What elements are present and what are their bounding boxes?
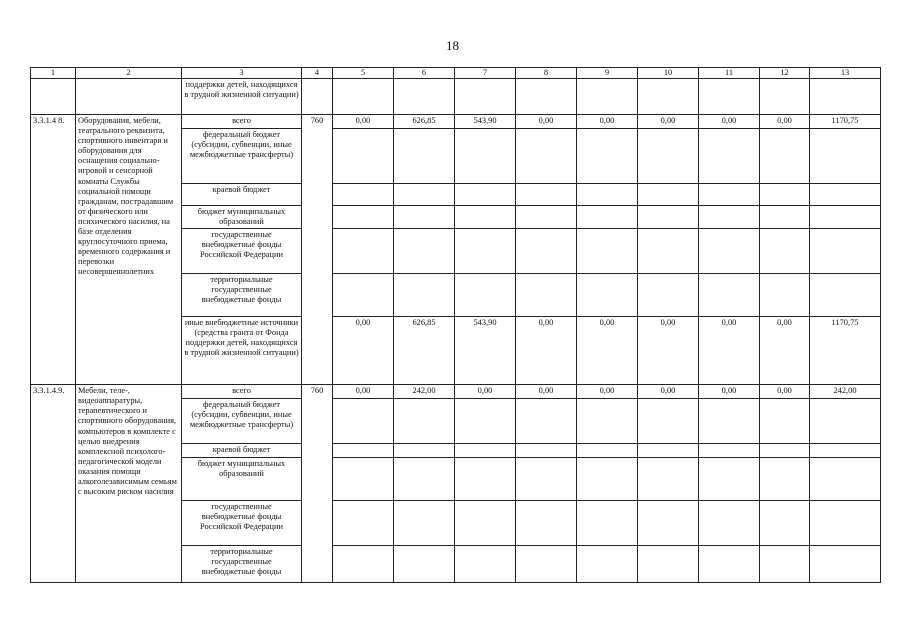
amount-cell — [577, 184, 638, 206]
amount-cell — [760, 501, 810, 546]
funding-source: федеральный бюджет (субсидии, субвенции, иные межбюджетные трансферты) — [182, 129, 302, 184]
amount-cell — [516, 206, 577, 229]
funding-source: краевой бюджет — [182, 184, 302, 206]
code-760: 760 — [302, 115, 333, 385]
amount-cell: 0,00 — [760, 115, 810, 129]
funding-source: бюджет муниципальных образований — [182, 206, 302, 229]
amount-cell — [394, 206, 455, 229]
funding-source: всего — [182, 115, 302, 129]
amount-cell — [333, 274, 394, 317]
amount-cell: 0,00 — [333, 385, 394, 399]
empty-cell — [31, 79, 76, 115]
column-header: 8 — [516, 68, 577, 79]
amount-cell — [760, 184, 810, 206]
amount-cell — [638, 206, 699, 229]
amount-cell — [810, 458, 881, 501]
item-code: 3.3.1.4.9. — [31, 385, 76, 583]
amount-cell — [760, 399, 810, 444]
empty-cell — [302, 79, 333, 115]
column-header: 7 — [455, 68, 516, 79]
column-header: 5 — [333, 68, 394, 79]
header-row — [31, 68, 881, 79]
funding-source: территориальные государственные внебюджетные фонды — [182, 546, 302, 583]
amount-cell — [333, 399, 394, 444]
funding-source: краевой бюджет — [182, 444, 302, 458]
amount-cell: 626,85 — [394, 317, 455, 385]
amount-cell — [699, 206, 760, 229]
column-header: 9 — [577, 68, 638, 79]
amount-cell — [699, 546, 760, 583]
amount-cell — [577, 458, 638, 501]
column-header: 3 — [182, 68, 302, 79]
amount-cell — [699, 458, 760, 501]
funding-source: иные внебюджетные источники (средства гранта от Фонда поддержки детей, находящихся в трудной жизненной ситуации) — [182, 317, 302, 385]
amount-cell: 0,00 — [699, 385, 760, 399]
amount-cell — [455, 274, 516, 317]
empty-cell — [638, 79, 699, 115]
amount-cell — [810, 546, 881, 583]
amount-cell — [760, 458, 810, 501]
empty-cell — [333, 79, 394, 115]
funding-source: территориальные государственные внебюджетные фонды — [182, 274, 302, 317]
table-row — [31, 115, 881, 129]
funding-source: федеральный бюджет (субсидии, субвенции, иные межбюджетные трансферты) — [182, 399, 302, 444]
amount-cell — [638, 458, 699, 501]
amount-cell — [638, 546, 699, 583]
amount-cell — [577, 399, 638, 444]
amount-cell — [577, 444, 638, 458]
empty-cell — [699, 79, 760, 115]
amount-cell — [394, 129, 455, 184]
amount-cell: 0,00 — [516, 115, 577, 129]
amount-cell — [699, 274, 760, 317]
amount-cell — [638, 229, 699, 274]
amount-cell — [516, 458, 577, 501]
item-description: Мебели, теле-, видеоаппаратуры, терапевтического и спортивного оборудования, компьютеров в комплекте с целью внедрения комплексной психолого-педагогической модели оказания помощи алкоголезависимым семьям с высоким риском насилия — [76, 385, 182, 583]
amount-cell — [455, 444, 516, 458]
amount-cell — [394, 184, 455, 206]
amount-cell — [810, 274, 881, 317]
funding-source: поддержки детей, находящихся в трудной жизненной ситуации) — [182, 79, 302, 115]
amount-cell — [810, 444, 881, 458]
amount-cell — [455, 184, 516, 206]
item-description: Оборудования, мебели, театрального реквизита, спортивного инвентаря и оборудования для оснащения социально-игровой и сенсорной комнаты Службы социальной помощи гражданам, пострадавшим от физического или психического насилия, на базе отделения круглосуточного приема, временного содержания и перевозки несовершеннолетних — [76, 115, 182, 385]
empty-cell — [577, 79, 638, 115]
empty-cell — [455, 79, 516, 115]
table-row — [31, 385, 881, 399]
empty-cell — [760, 79, 810, 115]
column-header: 10 — [638, 68, 699, 79]
empty-cell — [810, 79, 881, 115]
amount-cell — [516, 274, 577, 317]
amount-cell — [810, 129, 881, 184]
amount-cell — [638, 184, 699, 206]
amount-cell — [810, 399, 881, 444]
amount-cell — [577, 501, 638, 546]
amount-cell — [577, 206, 638, 229]
amount-cell — [699, 184, 760, 206]
amount-cell: 242,00 — [810, 385, 881, 399]
amount-cell — [455, 546, 516, 583]
amount-cell — [333, 129, 394, 184]
amount-cell — [455, 458, 516, 501]
amount-cell — [810, 501, 881, 546]
amount-cell — [638, 399, 699, 444]
amount-cell — [577, 546, 638, 583]
amount-cell — [516, 546, 577, 583]
amount-cell — [699, 444, 760, 458]
amount-cell: 1170,75 — [810, 317, 881, 385]
column-header: 2 — [76, 68, 182, 79]
amount-cell: 0,00 — [577, 115, 638, 129]
amount-cell — [516, 129, 577, 184]
amount-cell: 0,00 — [333, 317, 394, 385]
amount-cell — [455, 501, 516, 546]
amount-cell: 0,00 — [577, 385, 638, 399]
amount-cell: 626,85 — [394, 115, 455, 129]
amount-cell — [760, 444, 810, 458]
amount-cell: 543,90 — [455, 317, 516, 385]
amount-cell — [638, 444, 699, 458]
amount-cell — [333, 546, 394, 583]
amount-cell — [333, 206, 394, 229]
amount-cell — [394, 458, 455, 501]
amount-cell: 0,00 — [638, 317, 699, 385]
amount-cell — [394, 274, 455, 317]
amount-cell — [455, 229, 516, 274]
amount-cell — [394, 444, 455, 458]
amount-cell — [394, 399, 455, 444]
amount-cell: 0,00 — [516, 385, 577, 399]
amount-cell — [810, 184, 881, 206]
amount-cell — [333, 458, 394, 501]
amount-cell — [333, 444, 394, 458]
amount-cell — [638, 129, 699, 184]
item-code: 3.3.1.4 8. — [31, 115, 76, 385]
amount-cell: 0,00 — [333, 115, 394, 129]
amount-cell: 0,00 — [699, 317, 760, 385]
amount-cell: 0,00 — [516, 317, 577, 385]
funding-source: бюджет муниципальных образований — [182, 458, 302, 501]
amount-cell: 1170,75 — [810, 115, 881, 129]
amount-cell — [699, 129, 760, 184]
amount-cell — [516, 444, 577, 458]
empty-cell — [516, 79, 577, 115]
amount-cell — [455, 206, 516, 229]
amount-cell — [455, 129, 516, 184]
empty-cell — [394, 79, 455, 115]
code-760: 760 — [302, 385, 333, 583]
column-header: 1 — [31, 68, 76, 79]
amount-cell — [699, 501, 760, 546]
amount-cell — [699, 229, 760, 274]
empty-cell — [76, 79, 182, 115]
amount-cell — [394, 229, 455, 274]
amount-cell: 0,00 — [455, 385, 516, 399]
column-header: 6 — [394, 68, 455, 79]
amount-cell — [699, 399, 760, 444]
amount-cell: 543,90 — [455, 115, 516, 129]
amount-cell: 0,00 — [699, 115, 760, 129]
column-header: 12 — [760, 68, 810, 79]
amount-cell — [760, 229, 810, 274]
amount-cell — [333, 229, 394, 274]
column-header: 4 — [302, 68, 333, 79]
amount-cell — [516, 184, 577, 206]
amount-cell — [760, 129, 810, 184]
amount-cell — [638, 501, 699, 546]
amount-cell — [394, 501, 455, 546]
table-row — [31, 79, 881, 115]
amount-cell — [577, 274, 638, 317]
amount-cell — [333, 184, 394, 206]
amount-cell — [760, 274, 810, 317]
amount-cell — [394, 546, 455, 583]
amount-cell — [760, 546, 810, 583]
amount-cell — [516, 229, 577, 274]
amount-cell — [810, 229, 881, 274]
amount-cell: 0,00 — [638, 385, 699, 399]
column-header: 13 — [810, 68, 881, 79]
funding-source: государственные внебюджетные фонды Российской Федерации — [182, 229, 302, 274]
budget-table — [30, 67, 881, 583]
amount-cell — [516, 399, 577, 444]
amount-cell — [333, 501, 394, 546]
amount-cell: 0,00 — [760, 385, 810, 399]
amount-cell — [516, 501, 577, 546]
amount-cell: 242,00 — [394, 385, 455, 399]
amount-cell — [638, 274, 699, 317]
column-header: 11 — [699, 68, 760, 79]
amount-cell — [577, 129, 638, 184]
amount-cell — [760, 206, 810, 229]
funding-source: всего — [182, 385, 302, 399]
amount-cell: 0,00 — [638, 115, 699, 129]
amount-cell: 0,00 — [577, 317, 638, 385]
amount-cell — [810, 206, 881, 229]
funding-source: государственные внебюджетные фонды Российской Федерации — [182, 501, 302, 546]
page-number: 18 — [446, 38, 459, 53]
amount-cell: 0,00 — [760, 317, 810, 385]
amount-cell — [455, 399, 516, 444]
amount-cell — [577, 229, 638, 274]
